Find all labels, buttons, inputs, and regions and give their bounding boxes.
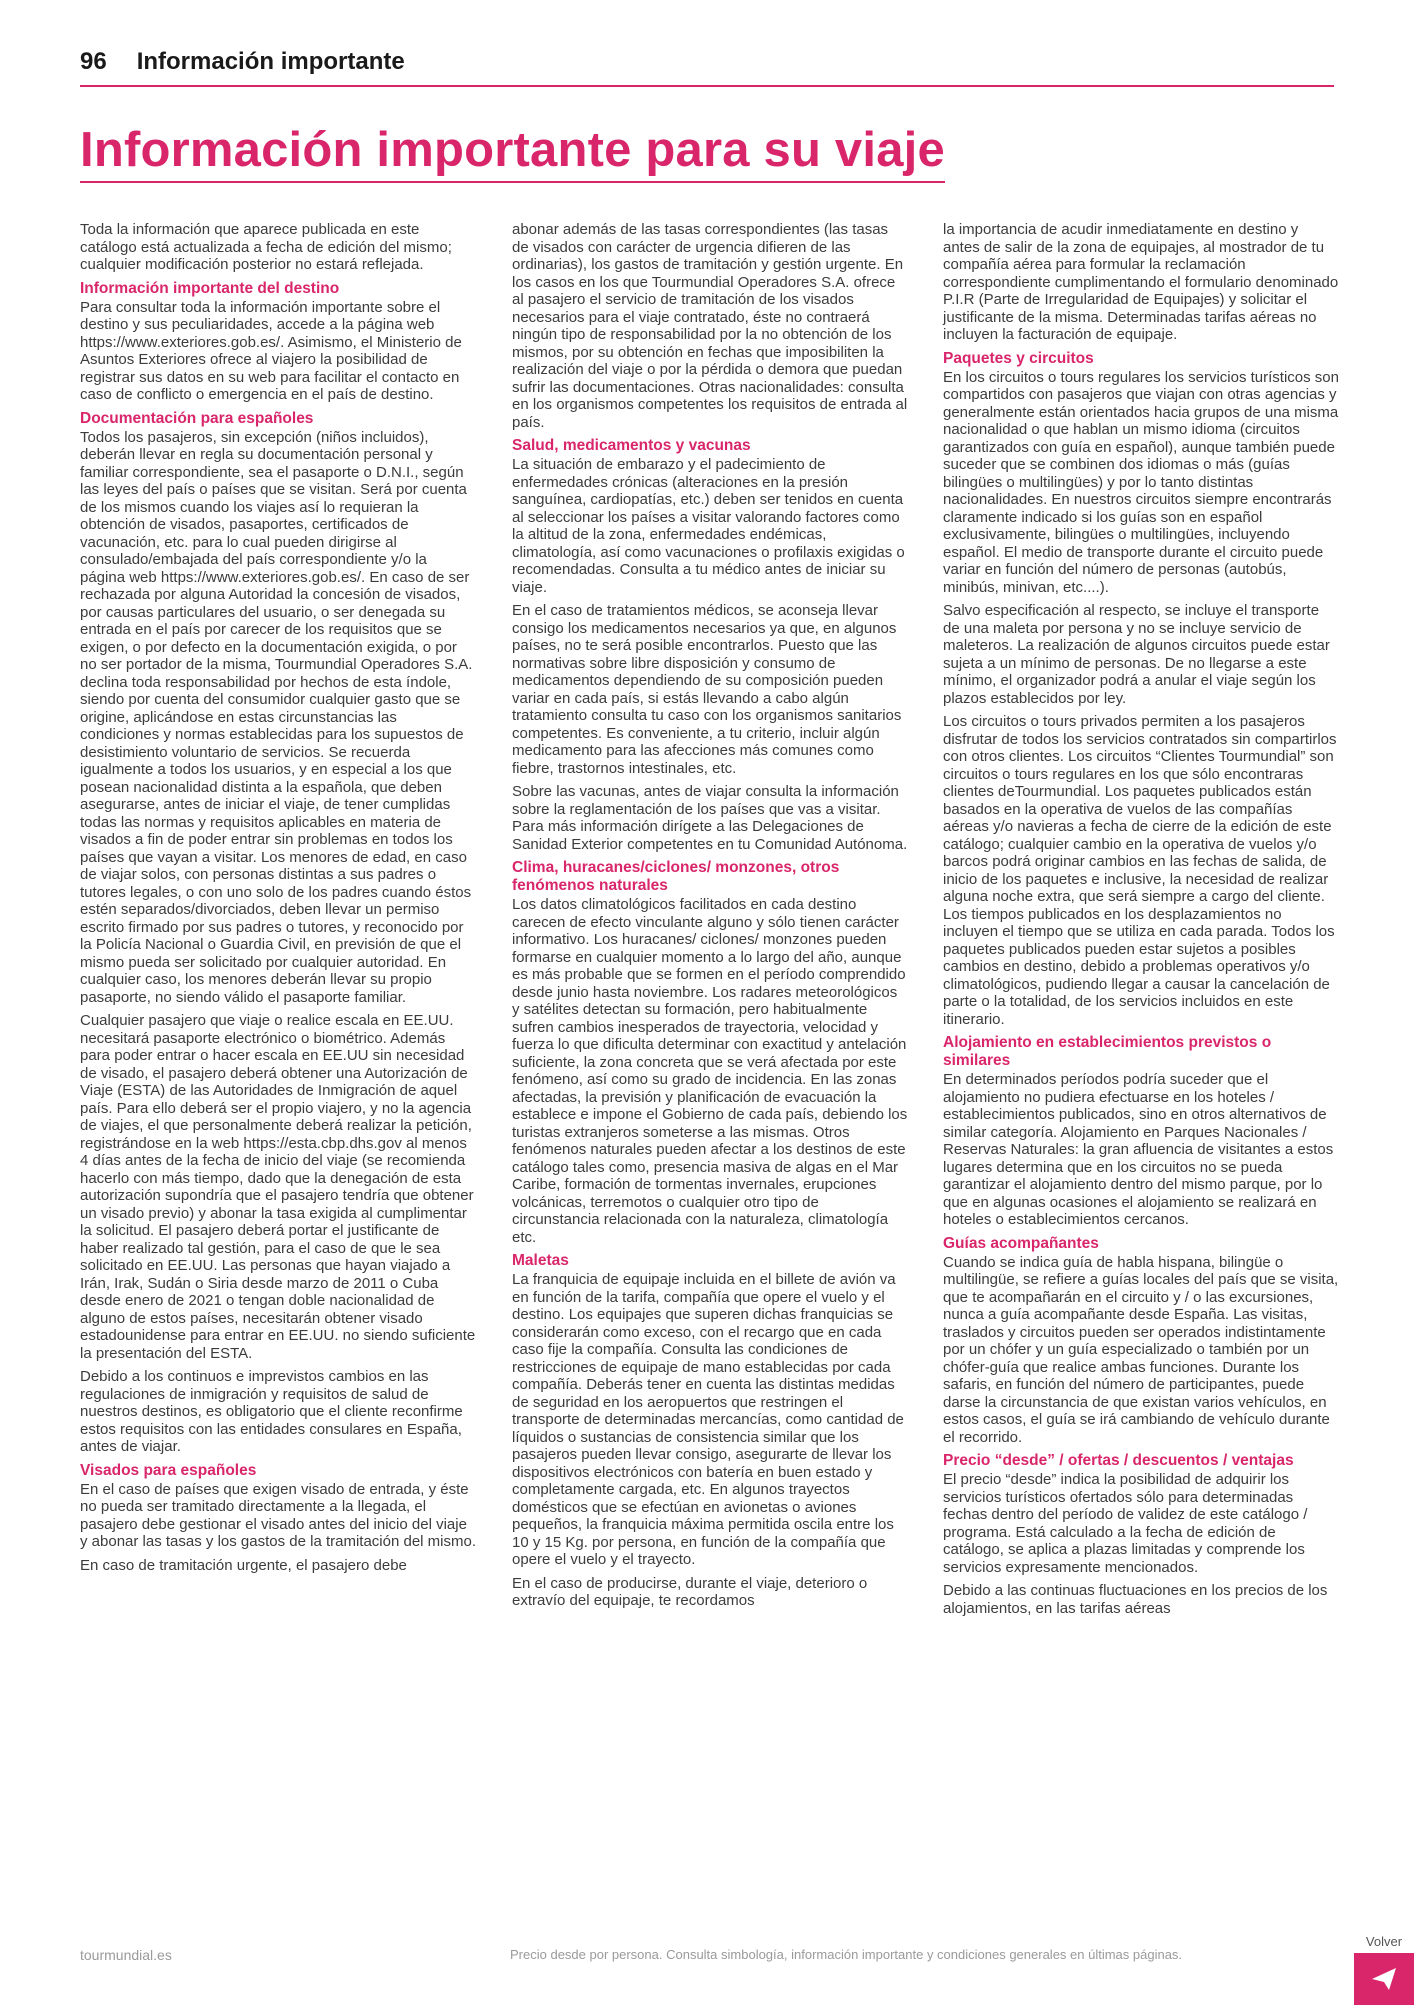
body-paragraph: En determinados períodos podría suceder que el alojamiento no pudiera efectuarse en los hoteles / establecimientos publicados, sino en otros alternativos de similar categoría. Alojamiento en Parques Nacionales / Reservas Naturales: la gran afluencia de visitantes a estos lugares determina que en los circuitos no se pueda garantizar el alojamiento dentro del mismo parque, por lo que en algunas ocasiones el alojamiento se realizará en hoteles o establecimientos cercanos. xyxy=(943,1071,1334,1228)
back-arrow-icon xyxy=(1370,1965,1398,1993)
back-button[interactable] xyxy=(1354,1934,1414,2005)
body-paragraph: Salvo especificación al respecto, se incluye el transporte de una maleta por persona y no se incluye servicio de maleteros. La realización de algunos circuitos puede estar sujeta a un mínimo de personas. De no llegarse a este mínimo, el organizador podrá a anular el viaje según los plazos establecidos por ley. xyxy=(943,602,1330,707)
column-3 xyxy=(943,221,1339,1623)
body-paragraph: En el caso de producirse, durante el viaje, deterioro o extravío del equipaje, te recordamos xyxy=(512,1574,868,1609)
back-box[interactable] xyxy=(1354,1953,1414,2005)
back-label: Volver xyxy=(1365,1934,1403,1949)
body-paragraph: Cuando se indica guía de habla hispana, bilingüe o multilingüe, se refiere a guías locales del país que se visita, que te acompañarán en el circuito y / o las excursiones, nunca a guía acompañante desde España. Las visitas, traslados y circuitos pueden ser operados indistintamente por un chófer y un guía especializado o también por un chófer-guía que realice ambas funciones. Durante los safaris, en función del número de participantes, puede darse la circunstancia de que existan varios vehículos, en estos casos, el guía se irá cambiando de vehículo durante el recorrido. xyxy=(943,1253,1339,1446)
body-paragraph: La franquicia de equipaje incluida en el billete de avión va en función de la tarifa, compañía que opere el vuelo y el destino. Los equipajes que superen dichas franquicias se considerarán como exceso, con el recargo que en cada caso fije la compañía. Consulta las condiciones de restricciones de equipaje de mano establecidas por cada compañía. Deberás tener en cuenta las distintas medidas de seguridad en los aeropuertos que restringen el transporte de determinadas mercancías, como cantidad de líquidos o sustancias de consistencia similar que los pasajeros pueden llevar consigo, asegurarte de llevar los dispositivos electrónicos con batería en buen estado y completamente cargada, etc. En algunos trayectos domésticos que se efectúan en avionetas o aviones pequeños, la franquicia máxima permitida oscila entre los 10 y 15 Kg. por persona, en función de la compañía que opere el vuelo y el trayecto. xyxy=(512,1271,904,1568)
section-heading: Paquetes y circuitos xyxy=(943,349,1094,367)
body-paragraph: En los circuitos o tours regulares los servicios turísticos son compartidos con pasajeros que viajan con otras agencias y generalmente están orientados hacia grupos de una misma nacionalidad o que hablan un mismo idioma (circuitos garantizados con guía en español), aunque también puede suceder que se combinen dos idiomas o más (guías bilingües o multilingües) y por lo tanto distintas nacionalidades. En nuestros circuitos siempre encontrarás claramente indicado si los guías son en español exclusivamente, bilingües o multilingües, incluyendo español. El medio de transporte durante el circuito puede variar en función del número de personas (autobús, minibús, minivan, etc....). xyxy=(943,368,1339,596)
body-paragraph: Sobre las vacunas, antes de viajar consulta la información sobre la reglamentación de los países que vas a visitar. Para más información dirígete a las Delegaciones de Sanidad Exterior competentes en tu Comunidad Autónoma. xyxy=(512,783,908,853)
section-heading: Clima, huracanes/ciclones/ monzones, otros fenómenos naturales xyxy=(512,859,840,894)
body-paragraph: En el caso de tratamientos médicos, se aconseja llevar consigo los medicamentos necesarios ya que, en algunos países, no te será posible encontrarlos. Puesto que las normativas sobre libre disposición y consumo de medicamentos dependiendo de su composición pueden variar en cada país, si estás llevando a cabo algún tratamiento consulta tu caso con los organismos sanitarios competentes. Es conveniente, a tu criterio, incluir algún medicamento para las afecciones más comunes como fiebre, trastornos intestinales, etc. xyxy=(512,602,902,777)
footer-site[interactable]: tourmundial.es xyxy=(80,1947,172,1963)
body-paragraph: Debido a los continuos e imprevistos cambios en las regulaciones de inmigración y requisitos de salud de nuestros destinos, es obligatorio que el cliente reconfirme estos requisitos con las entidades consulares en España, antes de viajar. xyxy=(80,1368,463,1455)
body-paragraph: En caso de tramitación urgente, el pasajero debe xyxy=(80,1556,407,1574)
body-paragraph: La situación de embarazo y el padecimiento de enfermedades crónicas (alteraciones en la presión sanguínea, cardiopatías, etc.) deben ser tenidos en cuenta al seleccionar los países a visitar valorando factores como la altitud de la zona, enfermedades endémicas, climatología, así como vacunaciones o profilaxis exigidas o recomendadas. Consulta a tu médico antes de iniciar su viaje. xyxy=(512,456,905,596)
body-paragraph: la importancia de acudir inmediatamente en destino y antes de salir de la zona de equipajes, al mostrador de tu compañía aérea para formular la reclamación correspondiente cumplimentando el formulario denominado P.I.R (Parte de Irregularidad de Equipajes) y solicitar el justificante de la misma. Determinadas tarifas aéreas no incluyen la facturación de equipaje. xyxy=(943,221,1339,343)
column-2 xyxy=(512,221,908,1616)
section-heading: Salud, medicamentos y vacunas xyxy=(512,437,751,454)
page-header xyxy=(80,48,1334,87)
body-paragraph: Todos los pasajeros, sin excepción (niños incluidos), deberán llevar en regla su documentación personal y familiar correspondiente, sea el pasaporte o D.N.I., según las leyes del país o países que se visitan. Será por cuenta de los mismos cuando los viajes así lo requieran la obtención de visados, pasaportes, certificados de vacunación, etc. para lo cual pueden dirigirse al consulado/embajada del país correspondiente y/o la página web https://www.exteriores.gob.es/. En caso de ser rechazada por alguna Autoridad la concesión de visados, por causas particulares del usuario, o ser denegada su entrada en el país por carecer de los requisitos que se exigen, o por defecto en la documentación exigida, o por no ser portador de la misma, Tourmundial Operadores S.A. declina toda responsabilidad por hechos de esta índole, siendo por cuenta del consumidor cualquier gasto que se origine, aplicándose en estas circunstancias las condiciones y normas establecidas para los supuestos de desistimiento voluntario de servicios. Se recuerda igualmente a todos los usuarios, y en especial a los que posean nacionalidad distinta a la española, que deben asegurarse, antes de iniciar el viaje, de tener cumplidas todas las normas y requisitos aplicables en materia de visados a fin de poder entrar sin problemas en todos los países que vayan a visitar. Los menores de edad, en caso de viajar solos, con personas distintas a sus padres o tutores legales, o con uno solo de los padres cuando éstos estén separados/divorciados, deben llevar un permiso escrito firmado por sus padres o tutores, y reconocido por la Policía Nacional o Guardia Civil, en previsión de que el mismo pueda ser solicitado por cualquier autoridad. En cualquier caso, los menores deberán llevar su propio pasaporte, no siendo válido el pasaporte familiar. xyxy=(80,428,473,1006)
page-number: 96 xyxy=(80,48,107,75)
body-paragraph: Los datos climatológicos facilitados en cada destino carecen de efecto vinculante alguno y sólo tienen carácter informativo. Los huracanes/ ciclones/ monzones pueden formarse en cualquier momento a lo largo del año, aunque es más probable que se formen en el período comprendido desde junio hasta noviembre. Los radares meteorológicos y satélites detectan su formación, pero habitualmente sufren cambios inesperados de trayectoria, velocidad y fuerza lo que dificulta determinar con exactitud y antelación suficiente, la zona concreta que se verá afectada por este fenómeno, así como su grado de incidencia. En las zonas afectadas, la previsión y planificación de evacuación la establece e impone el Gobierno de cada país, debiendo los turistas extranjeros someterse a las mismas. Otros fenómenos naturales pueden afectar a los destinos de este catálogo tales como, presencia masiva de algas en el Mar Caribe, formación de tormentas invernales, erupciones volcánicas, terremotos o cualquier otro tipo de circunstancia relacionada con la naturaleza, climatología etc. xyxy=(512,896,908,1246)
body-paragraph: Para consultar toda la información importante sobre el destino y sus peculiaridades, accede a la página web https://www.exteriores.gob.es/. Asimismo, el Ministerio de Asuntos Exteriores ofrece al viajero la posibilidad de registrar sus datos en su web para facilitar el contacto en caso de conflicto o emergencia en el país de destino. xyxy=(80,298,462,403)
body-paragraph: Cualquier pasajero que viaje o realice escala en EE.UU. necesitará pasaporte electrónico o biométrico. Además para poder entrar o hacer escala en EE.UU sin necesidad de visado, el pasajero deberá obtener una Autorización de Viaje (ESTA) de las Autoridades de Inmigración de aquel país. Para ello deberá ser el propio viajero, y no la agencia de viajes, el que personalmente deberá realizar la petición, registrándose en la web https://esta.cbp.dhs.gov al menos 4 días antes de la fecha de inicio del viaje (se recomienda hacerlo con más tiempo, dado que la denegación de esta autorización supondría que el pasajero tendría que obtener un visado previo) y abonar la tasa exigida al cumplimentar la solicitud. El pasajero deberá portar el justificante de haber realizado tal gestión, para el caso de que le sea solicitado en EE.UU. Las personas que hayan viajado a Irán, Irak, Sudán o Siria desde marzo de 2011 o Cuba desde enero de 2021 o tengan doble nacionalidad de alguno de estos países, necesitarán obtener visado estadounidense para entrar en EE.UU. no siendo suficiente la presentación del ESTA. xyxy=(80,1012,476,1362)
section-heading: Información importante del destino xyxy=(80,279,340,297)
body-paragraph: Debido a las continuas fluctuaciones en los precios de los alojamientos, en las tarifas aéreas xyxy=(943,1582,1328,1617)
column-1 xyxy=(80,221,476,1580)
section-heading: Documentación para españoles xyxy=(80,409,314,427)
section-heading: Guías acompañantes xyxy=(943,1234,1099,1252)
footer-note: Precio desde por persona. Consulta simbología, información importante y condiciones generales en últimas páginas. xyxy=(510,1947,1183,1962)
body-paragraph: abonar además de las tasas correspondientes (las tasas de visados con carácter de urgencia difieren de las ordinarias), los gastos de tramitación y gestión urgente. En los casos en los que Tourmundial Operadores S.A. ofrece al pasajero el servicio de tramitación de los visados necesarios para el viaje contratado, éste no contraerá ningún tipo de responsabilidad por la no obtención de los mismos, por su obtención en fechas que imposibiliten la realización del viaje o por la pérdida o demora que puedan sufrir las documentaciones. Otras nacionalidades: consulta en los organismos competentes los requisitos de entrada al país. xyxy=(512,221,908,431)
body-paragraph: El precio “desde” indica la posibilidad de adquirir los servicios turísticos ofertados sólo para determinadas fechas dentro del período de validez de este catálogo / programa. Está calculado a la fecha de edición de catálogo, se aplica a plazas limitadas y comprende los servicios expresamente mencionados. xyxy=(943,1471,1308,1576)
page-title: Información importante para su viaje xyxy=(80,122,945,183)
body-paragraph: En el caso de países que exigen visado de entrada, y éste no pueda ser tramitado directamente a la llegada, el pasajero debe gestionar el visado antes del inicio del viaje y abonar las tasas y los gastos de la tramitación del mismo. xyxy=(80,1480,477,1550)
body-paragraph: Los circuitos o tours privados permiten a los pasajeros disfrutar de todos los servicios contratados sin compartirlos con otros clientes. Los circuitos “Clientes Tourmundial” son circuitos o tours regulares en los que sólo encontraras clientes deTourmundial. Los paquetes publicados están basados en la operativa de vuelos de las compañías aéreas y/o navieras a fecha de cierre de la edición de este catálogo; cualquier cambio en la operativa de vuelos y/o barcos podrá originar cambios en las fechas de salida, de inicio de los paquetes e inclusive, la necesidad de realizar alguna noche extra, que será siempre a cargo del cliente. Los tiempos publicados en los desplazamientos no incluyen el tiempo que se utiliza en cada parada. Todos los paquetes publicados pueden estar sujetos a posibles cambios en destino, debido a problemas operativos y/o climatológicos, pudiendo llegar a causar la cancelación de parte o la totalidad, de los servicios incluidos en este itinerario. xyxy=(943,713,1337,1028)
section-heading: Maletas xyxy=(512,1252,569,1269)
section-heading: Alojamiento en establecimientos previstos o similares xyxy=(943,1034,1272,1069)
section-heading: Precio “desde” / ofertas / descuentos / ventajas xyxy=(943,1452,1294,1469)
section-heading: Visados para españoles xyxy=(80,1461,257,1479)
section-title: Información importante xyxy=(136,48,405,75)
content-columns xyxy=(80,221,1339,1921)
body-paragraph: Toda la información que aparece publicada en este catálogo está actualizada a fecha de edición del mismo; cualquier modificación posterior no estará reflejada. xyxy=(80,221,452,273)
